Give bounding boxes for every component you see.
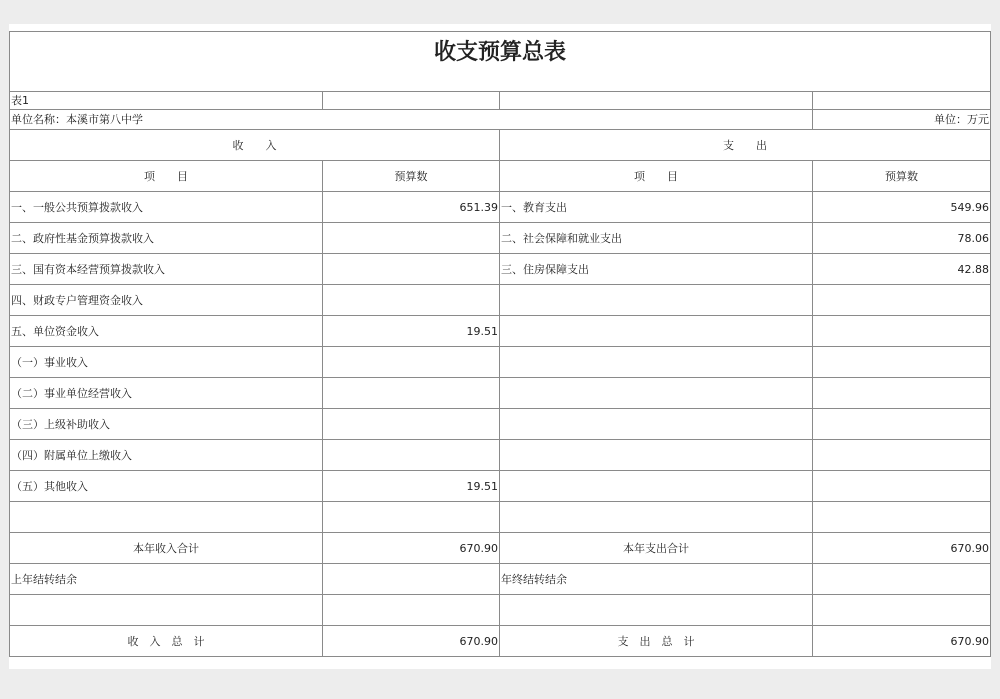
income-item: 三、国有资本经营预算拨款收入: [10, 254, 323, 285]
unit-label: 单位：万元: [813, 110, 991, 130]
empty-cell: [323, 595, 500, 626]
income-item: 一、一般公共预算拨款收入: [10, 192, 323, 223]
blank-row: [10, 74, 991, 92]
expense-item: 三、住房保障支出: [500, 254, 813, 285]
income-item: （三）上级补助收入: [10, 409, 323, 440]
table-row: [10, 409, 991, 440]
table-row: [10, 254, 991, 285]
expense-value: [813, 285, 991, 316]
expense-value: [813, 440, 991, 471]
carry-out-label: 年终结转结余: [500, 564, 813, 595]
income-value: [323, 378, 500, 409]
year-income-label: 本年收入合计: [10, 533, 323, 564]
year-expense-value: 670.90: [813, 533, 991, 564]
table-row: [10, 378, 991, 409]
income-item: 二、政府性基金预算拨款收入: [10, 223, 323, 254]
income-value: [323, 254, 500, 285]
expense-header: 支 出: [500, 130, 991, 161]
year-income-value: 670.90: [323, 533, 500, 564]
income-item: （一）事业收入: [10, 347, 323, 378]
expense-value: 549.96: [813, 192, 991, 223]
table-row: [10, 316, 991, 347]
expense-item: [500, 440, 813, 471]
income-budget-header: 预算数: [323, 161, 500, 192]
table-row: [10, 471, 991, 502]
expense-item: 一、教育支出: [500, 192, 813, 223]
empty-cell: [323, 92, 500, 110]
table-row: [10, 595, 991, 626]
expense-value: 78.06: [813, 223, 991, 254]
income-value: [323, 285, 500, 316]
table-row: [10, 502, 991, 533]
expense-budget-header: 预算数: [813, 161, 991, 192]
carry-in-label: 上年结转结余: [10, 564, 323, 595]
expense-value: [813, 347, 991, 378]
expense-item: [500, 347, 813, 378]
expense-value: [813, 316, 991, 347]
income-item-header: 项 目: [10, 161, 323, 192]
expense-item: [500, 285, 813, 316]
expense-value: [813, 378, 991, 409]
page-title: 收支预算总表: [10, 32, 991, 75]
grand-total-row: [10, 626, 991, 657]
income-header: 收 入: [10, 130, 500, 161]
income-value: [323, 440, 500, 471]
empty-cell: [500, 92, 813, 110]
income-value: [323, 502, 500, 533]
table-row: [10, 347, 991, 378]
income-item: 五、单位资金收入: [10, 316, 323, 347]
income-item: 四、财政专户管理资金收入: [10, 285, 323, 316]
expense-item: [500, 316, 813, 347]
empty-cell: [813, 92, 991, 110]
table-row: [10, 223, 991, 254]
expense-value: [813, 471, 991, 502]
expense-value: [813, 409, 991, 440]
expense-value: 42.88: [813, 254, 991, 285]
income-item: （四）附属单位上缴收入: [10, 440, 323, 471]
expense-item-header: 项 目: [500, 161, 813, 192]
income-total-value: 670.90: [323, 626, 500, 657]
income-item: （二）事业单位经营收入: [10, 378, 323, 409]
income-value: [323, 409, 500, 440]
expense-item: [500, 471, 813, 502]
year-total-row: [10, 533, 991, 564]
empty-cell: [10, 595, 323, 626]
empty-cell: [500, 595, 813, 626]
expense-total-value: 670.90: [813, 626, 991, 657]
income-value: 19.51: [323, 316, 500, 347]
expense-item: 二、社会保障和就业支出: [500, 223, 813, 254]
expense-total-label: 支 出 总 计: [500, 626, 813, 657]
income-value: [323, 347, 500, 378]
income-total-label: 收 入 总 计: [10, 626, 323, 657]
income-item: [10, 502, 323, 533]
carry-in-value: [323, 564, 500, 595]
unit-name: 单位名称：本溪市第八中学: [10, 110, 813, 130]
table-row: [10, 192, 991, 223]
expense-value: [813, 502, 991, 533]
income-value: [323, 223, 500, 254]
expense-item: [500, 502, 813, 533]
expense-item: [500, 409, 813, 440]
income-item: （五）其他收入: [10, 471, 323, 502]
year-expense-label: 本年支出合计: [500, 533, 813, 564]
empty-cell: [813, 595, 991, 626]
carry-row: [10, 564, 991, 595]
table-row: [10, 285, 991, 316]
carry-out-value: [813, 564, 991, 595]
income-value: 19.51: [323, 471, 500, 502]
budget-table: [9, 31, 991, 657]
table-row: [10, 440, 991, 471]
table-number: 表1: [10, 92, 323, 110]
income-value: 651.39: [323, 192, 500, 223]
expense-item: [500, 378, 813, 409]
